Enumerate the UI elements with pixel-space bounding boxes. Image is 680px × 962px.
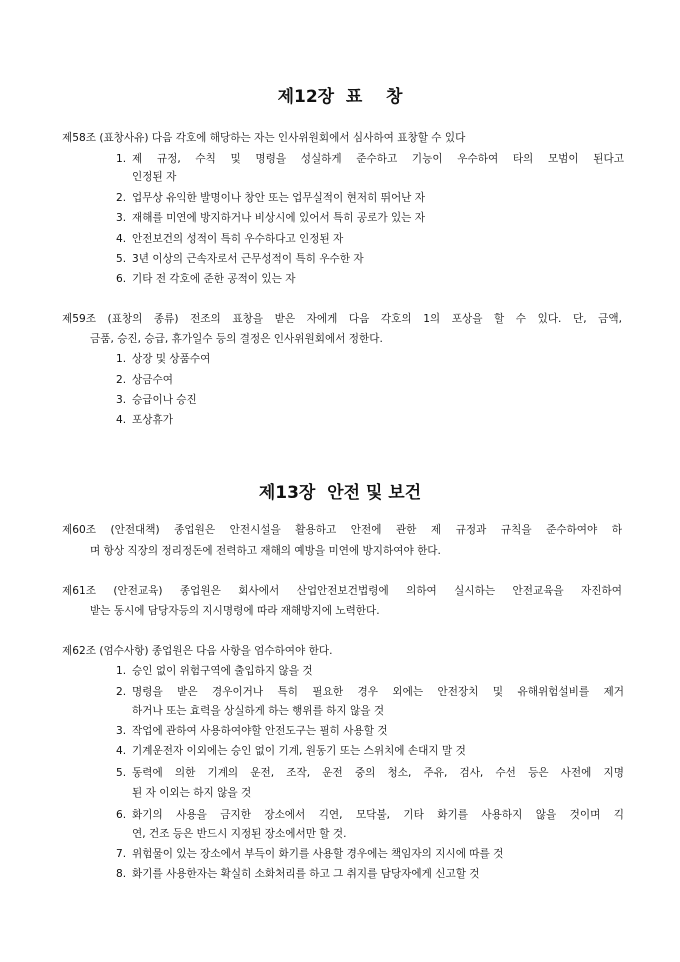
article-60-line-1: 제60조 (안전대책) 종업원은 안전시설을 활용하고 안전에 관한 제 규정과 규칙을 준수하여야 하 [62, 524, 622, 536]
item-number: 4. [116, 233, 127, 245]
item-text: 승인 없이 위험구역에 출입하지 않을 것 [132, 665, 313, 677]
article-59-line-1: 제59조 (표창의 종류) 전조의 표창을 받은 자에게 다음 각호의 1의 포상을 할 수 있다. 단, 금액, [62, 313, 622, 325]
item-number: 2. [116, 374, 127, 386]
item-number: 2. [116, 192, 127, 204]
article-62-item-3 [116, 724, 624, 738]
item-text: 3년 이상의 근속자로서 근무성적이 특히 우수한 자 [132, 253, 364, 265]
item-text: 업무상 유익한 발명이나 창안 또는 업무실적이 현저히 뛰어난 자 [132, 192, 426, 204]
item-number: 3. [116, 725, 127, 737]
item-number: 1. [116, 353, 127, 365]
article-58-item-3 [116, 211, 624, 225]
item-text: 동력에 의한 기계의 운전, 조작, 운전 중의 청소, 주유, 검사, 수선 등은 사전에 지명 [132, 767, 624, 779]
item-text: 승급이나 승진 [132, 394, 197, 406]
item-text: 기타 전 각호에 준한 공적이 있는 자 [132, 273, 296, 285]
article-62-item-1 [116, 664, 624, 678]
item-text: 화기를 사용한자는 확실히 소화처리를 하고 그 취지를 담당자에게 신고할 것 [132, 868, 480, 880]
article-62-heading: 제62조 (엄수사항) 종업원은 다음 사항을 엄수하여야 한다. [62, 645, 333, 657]
article-58-item-5 [116, 252, 624, 266]
item-text: 명령을 받은 경우이거나 특히 필요한 경우 외에는 안전장치 및 유해위험설비를 제거 [132, 686, 624, 698]
article-58-item-4 [116, 232, 624, 246]
article-62-item-2 [116, 685, 624, 699]
item-text: 작업에 관하여 사용하여야할 안전도구는 필히 사용할 것 [132, 725, 388, 737]
article-62-item-5 [116, 766, 624, 780]
item-text: 상장 및 상품수여 [132, 353, 211, 365]
item-number: 5. [116, 253, 127, 265]
article-58-heading: 제58조 (표창사유) 다음 각호에 해당하는 자는 인사위원회에서 심사하여 표창할 수 있다 [62, 132, 466, 144]
item-number: 5. [116, 767, 127, 779]
article-58-item-1 [116, 152, 624, 166]
item-number: 7. [116, 848, 127, 860]
article-62-item-8 [116, 867, 624, 881]
item-number: 2. [116, 686, 127, 698]
article-59-item-2 [116, 373, 624, 387]
article-62-item-7 [116, 847, 624, 861]
chapter-13-title: 제13장 안전 및 보건 [258, 483, 422, 503]
item-number: 4. [116, 414, 127, 426]
item-number: 1. [116, 153, 127, 165]
chapter-12-title: 제12장 표 창 [277, 87, 403, 107]
article-62-item-2-continuation: 하거나 또는 효력을 상실하게 하는 행위를 하지 않을 것 [132, 705, 385, 717]
article-59-line-2: 금품, 승진, 승급, 휴가일수 등의 결정은 인사위원회에서 정한다. [90, 333, 383, 345]
item-text: 재해를 미연에 방지하거나 비상시에 있어서 특히 공로가 있는 자 [132, 212, 426, 224]
item-text: 위험물이 있는 장소에서 부득이 화기를 사용할 경우에는 책임자의 지시에 따를 것 [132, 848, 504, 860]
item-number: 3. [116, 394, 127, 406]
article-62-item-4 [116, 744, 624, 758]
item-text: 기계운전자 이외에는 승인 없이 기계, 원동기 또는 스위치에 손대지 말 것 [132, 745, 466, 757]
item-text: 상금수여 [132, 374, 173, 386]
item-number: 3. [116, 212, 127, 224]
article-58-item-6 [116, 272, 624, 286]
article-58-item-1-continuation: 인정된 자 [132, 171, 177, 183]
item-text: 안전보건의 성적이 특히 우수하다고 인정된 자 [132, 233, 344, 245]
item-text: 화기의 사용을 금지한 장소에서 긱연, 모닥불, 기타 화기를 사용하지 않을 것이며 긱 [132, 809, 624, 821]
article-61-line-1: 제61조 (안전교육) 종업원은 회사에서 산업안전보건법령에 의하여 실시하는 안전교육을 자진하여 [62, 585, 622, 597]
item-number: 6. [116, 273, 127, 285]
item-number: 1. [116, 665, 127, 677]
article-60-line-2: 며 항상 직장의 정리정돈에 전력하고 재해의 예방을 미연에 방지하여야 한다. [90, 545, 441, 557]
item-number: 6. [116, 809, 127, 821]
article-59-item-1 [116, 352, 624, 366]
article-61-line-2: 받는 동시에 담당자등의 지시명령에 따라 재해방지에 노력한다. [90, 605, 380, 617]
article-59-item-4 [116, 413, 624, 427]
item-number: 4. [116, 745, 127, 757]
item-text: 제 규정, 수칙 및 명령을 성실하게 준수하고 기능이 우수하여 타의 모범이 된다고 [132, 153, 624, 165]
item-text: 포상휴가 [132, 414, 173, 426]
article-62-item-6-continuation: 연, 건조 등은 반드시 지정된 장소에서만 할 것. [132, 828, 347, 840]
article-59-item-3 [116, 393, 624, 407]
article-62-item-6 [116, 808, 624, 822]
article-58-item-2 [116, 191, 624, 205]
article-62-item-5-continuation: 된 자 이외는 하지 않을 것 [132, 787, 252, 799]
item-number: 8. [116, 868, 127, 880]
